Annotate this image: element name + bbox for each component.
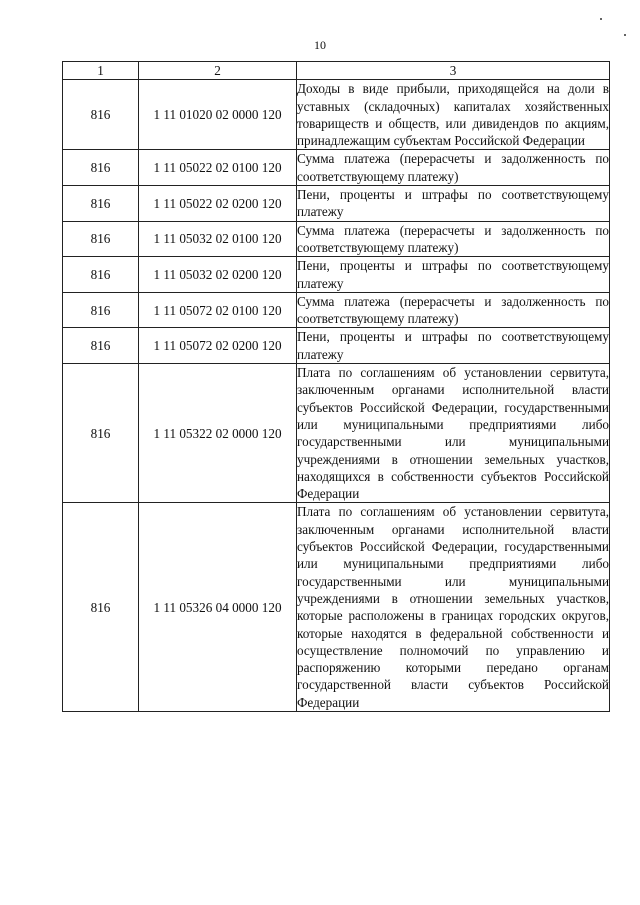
table-row bbox=[63, 503, 610, 712]
description-cell: Пени, проценты и штрафы по соответствующему платежу bbox=[297, 258, 609, 291]
table-row bbox=[63, 150, 610, 186]
budget-revenue-table bbox=[62, 61, 610, 712]
description-cell: Пени, проценты и штрафы по соответствующему платежу bbox=[297, 329, 609, 362]
table-row bbox=[63, 364, 610, 503]
table-row bbox=[63, 257, 610, 293]
admin-code-cell: 816 bbox=[63, 364, 139, 503]
table-row bbox=[63, 221, 610, 257]
admin-code-cell: 816 bbox=[63, 80, 139, 150]
column-header-2: 2 bbox=[139, 62, 297, 80]
table-row bbox=[63, 80, 610, 150]
table-row bbox=[63, 328, 610, 364]
scan-speck bbox=[600, 18, 602, 20]
column-header-1: 1 bbox=[63, 62, 139, 80]
kbk-code-cell: 1 11 05072 02 0100 120 bbox=[139, 292, 297, 328]
description-cell: Плата по соглашениям об установлении сервитута, заключенным органами исполнительной власти субъектов Российской Федерации, государственными или муниципальными предприятиями либо государственными или муниципальными учреждениями в отношении земельных участков, которые расположены в границах городских округов, которые находятся в федеральной собственности и осуществление полномочий по управлению и распоряжению которыми передано органам государственной власти субъектов Российской Федерации bbox=[297, 504, 609, 710]
kbk-code-cell: 1 11 05022 02 0200 120 bbox=[139, 186, 297, 222]
table-row bbox=[63, 186, 610, 222]
admin-code-cell: 816 bbox=[63, 328, 139, 364]
table-header-row bbox=[63, 62, 610, 80]
kbk-code-cell: 1 11 01020 02 0000 120 bbox=[139, 80, 297, 150]
table-row bbox=[63, 292, 610, 328]
admin-code-cell: 816 bbox=[63, 150, 139, 186]
description-cell: Сумма платежа (перерасчеты и задолженность по соответствующему платежу) bbox=[297, 151, 609, 184]
scan-speck bbox=[624, 34, 626, 36]
admin-code-cell: 816 bbox=[63, 257, 139, 293]
description-cell: Сумма платежа (перерасчеты и задолженность по соответствующему платежу) bbox=[297, 293, 609, 327]
page-number: 10 bbox=[314, 38, 326, 52]
description-cell: Плата по соглашениям об установлении сервитута, заключенным органами исполнительной власти субъектов Российской Федерации, государственными или муниципальными предприятиями либо государственными или муниципальными учреждениями в отношении земельных участков, находящихся в собственности субъектов Российской Федерации bbox=[297, 365, 609, 502]
kbk-code-cell: 1 11 05072 02 0200 120 bbox=[139, 328, 297, 364]
column-header-3: 3 bbox=[297, 62, 610, 80]
admin-code-cell: 816 bbox=[63, 221, 139, 257]
kbk-code-cell: 1 11 05326 04 0000 120 bbox=[139, 503, 297, 712]
kbk-code-cell: 1 11 05032 02 0200 120 bbox=[139, 257, 297, 293]
description-cell: Сумма платежа (перерасчеты и задолженность по соответствующему платежу) bbox=[297, 222, 609, 255]
kbk-code-cell: 1 11 05022 02 0100 120 bbox=[139, 150, 297, 186]
admin-code-cell: 816 bbox=[63, 503, 139, 712]
description-cell: Пени, проценты и штрафы по соответствующему платежу bbox=[297, 187, 609, 220]
description-cell: Доходы в виде прибыли, приходящейся на доли в уставных (складочных) капиталах хозяйственных товариществ и обществ, или дивидендов по акциям, принадлежащим субъектам Российской Федерации bbox=[297, 81, 609, 149]
kbk-code-cell: 1 11 05322 02 0000 120 bbox=[139, 364, 297, 503]
admin-code-cell: 816 bbox=[63, 292, 139, 328]
kbk-code-cell: 1 11 05032 02 0100 120 bbox=[139, 221, 297, 257]
admin-code-cell: 816 bbox=[63, 186, 139, 222]
